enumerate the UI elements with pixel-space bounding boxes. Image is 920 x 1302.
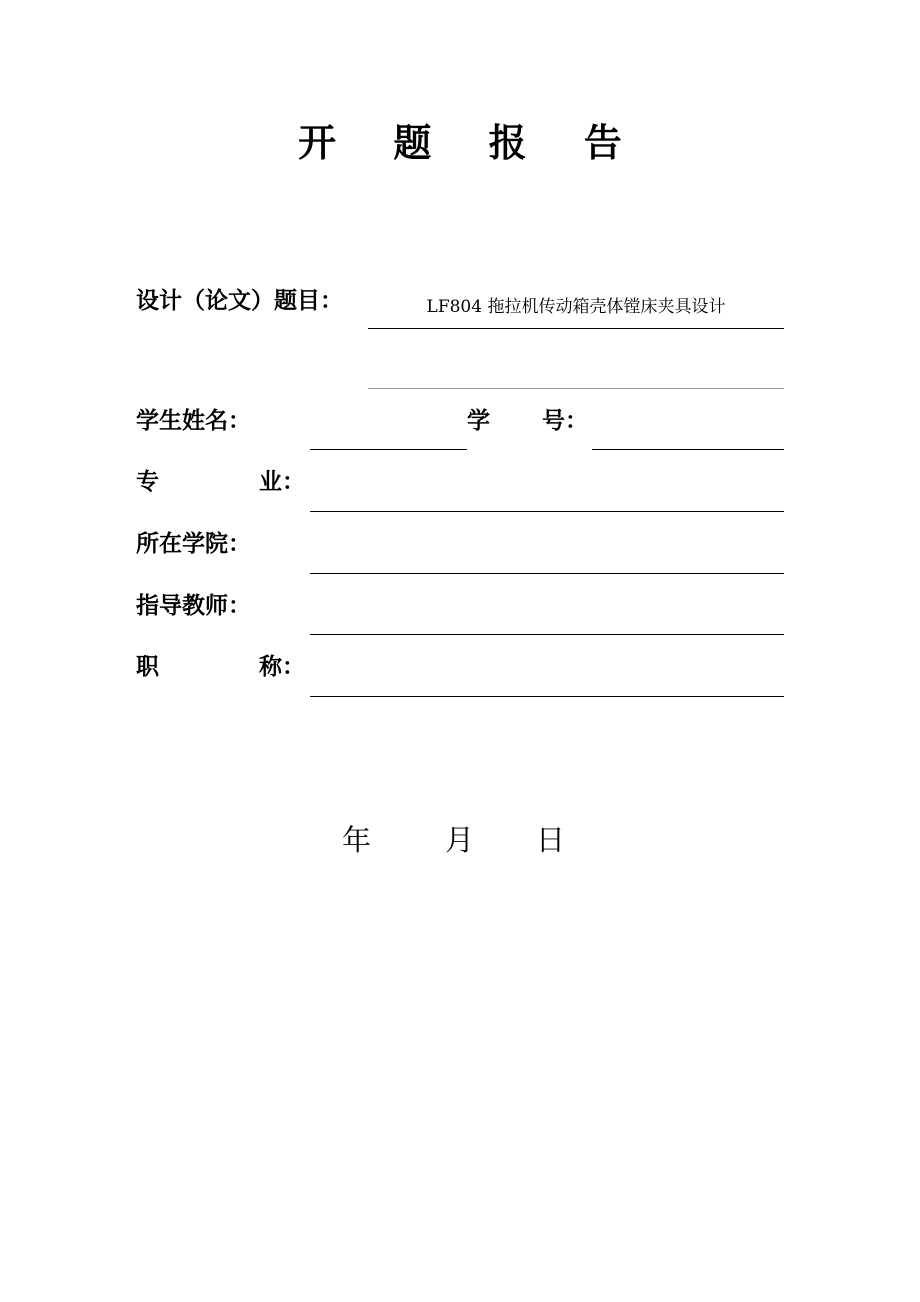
college-underline <box>310 573 784 574</box>
topic-underline-1 <box>368 328 784 329</box>
major-label-part2: 业： <box>259 469 305 495</box>
student-name-label: 学生姓名： <box>136 408 251 434</box>
prof-title-label-part1: 职 <box>136 654 159 680</box>
prof-title-label-part2: 称： <box>259 654 305 680</box>
advisor-underline <box>310 634 784 635</box>
student-id-label-part1: 学 <box>467 408 490 434</box>
major-label-part1: 专 <box>136 469 159 495</box>
prof-title-underline <box>310 696 784 697</box>
major-underline <box>310 511 784 512</box>
student-id-label-part2: 号： <box>542 408 588 434</box>
topic-value: LF804 拖拉机传动箱壳体镗床夹具设计 <box>426 297 726 317</box>
page-title: 开 题 报 告 <box>298 120 644 165</box>
date-month: 月 <box>445 823 475 857</box>
student-id-underline <box>592 449 784 450</box>
advisor-label: 指导教师： <box>136 593 251 619</box>
date-year: 年 <box>342 823 372 857</box>
topic-label: 设计（论文）题目： <box>136 288 343 314</box>
topic-underline-2 <box>368 388 784 389</box>
student-name-underline <box>310 449 467 450</box>
date-day: 日 <box>536 823 566 857</box>
college-label: 所在学院： <box>136 531 251 557</box>
